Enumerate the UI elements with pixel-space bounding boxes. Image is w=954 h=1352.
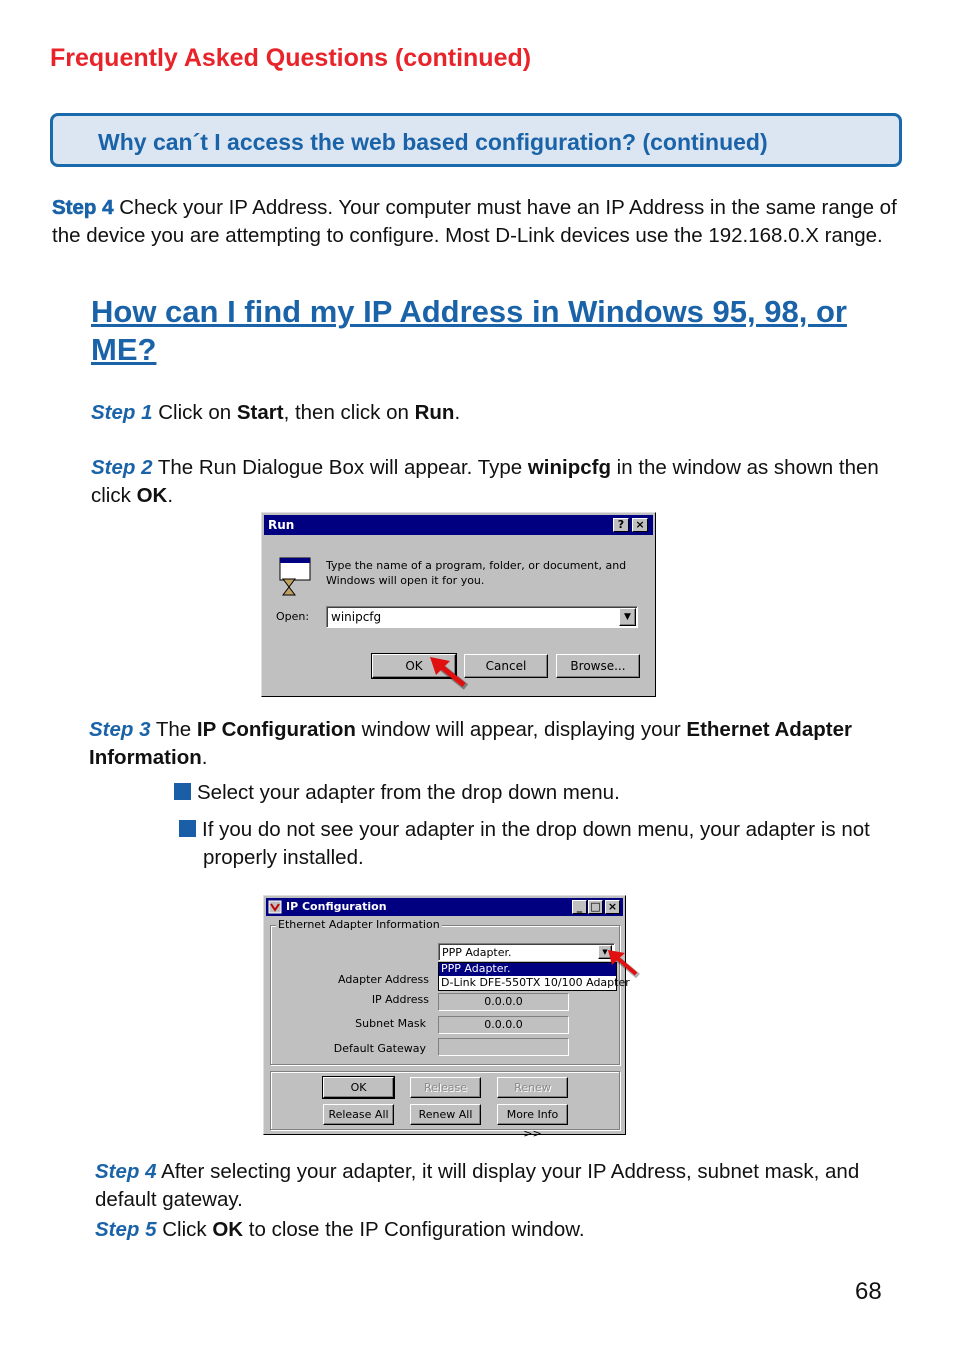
cancel-button[interactable]: Cancel <box>464 654 548 678</box>
step5-paragraph <box>95 1216 895 1244</box>
step-text: Click on <box>152 401 237 424</box>
run-message: Type the name of a program, folder, or document, and Windows will open it for you. <box>326 559 627 587</box>
question-box <box>50 113 902 167</box>
minimize-icon[interactable]: _ <box>572 900 587 914</box>
default-gateway-field <box>438 1038 569 1056</box>
bullet-text: If you do not see your adapter in the drop down menu, your adapter is not properly installed. <box>202 818 870 869</box>
emphasis: IP Configuration <box>196 718 356 741</box>
browse-button[interactable]: Browse... <box>556 654 640 678</box>
adapter-dropdown[interactable] <box>438 943 615 961</box>
step1-paragraph <box>91 399 911 427</box>
emphasis: Start <box>236 401 284 424</box>
step-text: After selecting your adapter, it will display your IP Address, subnet mask, and default gateway. <box>95 1160 860 1211</box>
step-text: window will appear, displaying your <box>355 718 687 741</box>
question-text: Why can´t I access the web based configuration? (continued) <box>98 129 768 155</box>
ok-button[interactable]: OK <box>323 1077 394 1098</box>
step-label: Step 2 <box>91 456 153 479</box>
close-icon[interactable]: × <box>605 900 620 914</box>
bullet-item <box>174 816 894 871</box>
adapter-dropdown-list <box>438 962 630 991</box>
maximize-icon[interactable]: □ <box>588 900 603 914</box>
step-text: , then click on <box>283 401 415 424</box>
emphasis: Ethernet Adapter Information <box>89 718 852 769</box>
open-combobox[interactable] <box>326 606 638 628</box>
chevron-down-icon[interactable]: ▼ <box>619 608 636 626</box>
run-program-icon <box>274 555 314 597</box>
step-label: Step 5 <box>95 1218 157 1241</box>
bullet-square-icon <box>179 820 196 837</box>
subnet-mask-field: 0.0.0.0 <box>438 1016 569 1034</box>
step2-paragraph <box>91 454 911 509</box>
ok-button[interactable]: OK <box>372 654 456 678</box>
step-text: to close the IP Configuration window. <box>243 1218 585 1241</box>
step-label: Step 3 <box>89 718 151 741</box>
network-icon <box>268 900 282 914</box>
renew-button[interactable]: Renew <box>497 1077 568 1098</box>
dropdown-option[interactable]: PPP Adapter. <box>439 963 616 976</box>
open-label: Open: <box>276 610 310 623</box>
bullet-square-icon <box>174 783 191 800</box>
step4-intro-paragraph <box>52 194 902 249</box>
step-text: . <box>167 483 174 507</box>
emphasis: OK <box>212 1218 244 1241</box>
close-icon[interactable]: × <box>632 518 648 532</box>
run-title: Run <box>268 518 295 532</box>
pointer-arrow-icon <box>428 655 472 693</box>
step4-paragraph <box>95 1158 895 1213</box>
subnet-mask-label: Subnet Mask <box>355 1017 426 1030</box>
step-text: . <box>201 745 208 769</box>
renew-all-button[interactable]: Renew All <box>410 1104 481 1125</box>
step-label: Step 4 <box>95 1160 157 1183</box>
bullet-item <box>174 779 894 807</box>
ip-config-window <box>263 895 630 1140</box>
run-title-bar <box>264 515 653 535</box>
help-icon[interactable]: ? <box>613 518 629 532</box>
dropdown-option[interactable]: D-Link DFE-550TX 10/100 Adapter <box>441 976 630 989</box>
adapter-address-label: Adapter Address <box>338 973 429 986</box>
ip-config-title-bar <box>266 898 623 916</box>
default-gateway-label: Default Gateway <box>333 1042 426 1055</box>
ip-address-label: IP Address <box>371 993 429 1006</box>
page-number: 68 <box>855 1278 882 1305</box>
group-label: Ethernet Adapter Information <box>278 918 440 931</box>
section-heading: How can I find my IP Address in Windows 95, 98, or ME? <box>91 294 847 367</box>
release-all-button[interactable]: Release All <box>323 1104 394 1125</box>
step-text: Check your IP Address. Your computer must have an IP Address in the same range of the device you are attempting to configure. Most D-Link devices use the 192.168.0.X range. <box>52 196 897 247</box>
ip-address-field: 0.0.0.0 <box>438 993 569 1011</box>
step-text: . <box>454 401 461 424</box>
adapter-selected: PPP Adapter. <box>442 946 512 959</box>
release-button[interactable]: Release <box>410 1077 481 1098</box>
step-text: The Run Dialogue Box will appear. Type <box>152 456 528 479</box>
open-value: winipcfg <box>331 610 382 624</box>
step-text: Click <box>156 1218 213 1241</box>
step-text: The <box>150 718 197 741</box>
run-dialog <box>261 512 656 697</box>
chevron-down-icon[interactable]: ▼ <box>598 945 612 959</box>
emphasis: OK <box>136 483 168 507</box>
more-info-button[interactable]: More Info >> <box>497 1104 568 1125</box>
step-text: in the window as shown then click <box>91 456 879 507</box>
page-header-title: Frequently Asked Questions (continued) <box>50 44 532 72</box>
step-label: Step 1 <box>91 401 153 424</box>
ip-config-title: IP Configuration <box>286 900 387 913</box>
pointer-arrow-icon <box>606 948 642 982</box>
step-label: Step 4 <box>52 196 114 219</box>
bullet-text: Select your adapter from the drop down menu. <box>197 781 620 804</box>
emphasis: Run <box>414 401 455 424</box>
emphasis: winipcfg <box>527 456 611 479</box>
step3-paragraph <box>89 716 909 771</box>
